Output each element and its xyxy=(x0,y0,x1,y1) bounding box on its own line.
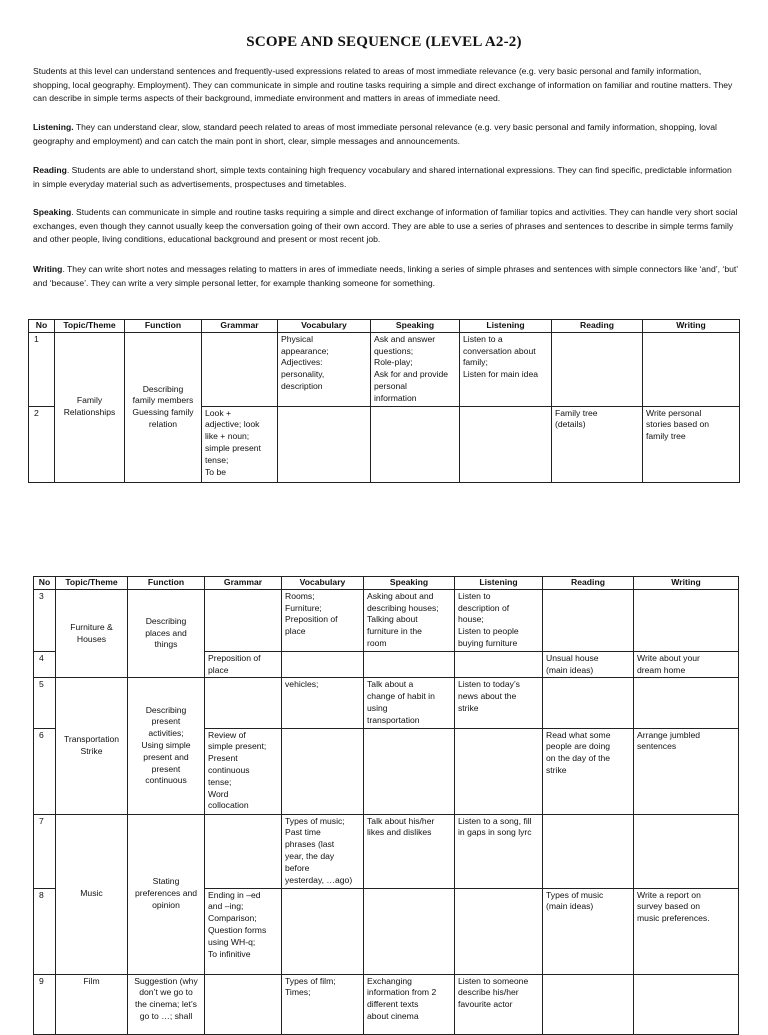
function-cell: Stating preferences and opinion xyxy=(128,814,205,974)
col-header-speaking: Speaking xyxy=(371,320,460,333)
scope-table-2 xyxy=(33,576,739,1035)
vocabulary-cell: Types of film; Times; xyxy=(282,974,364,1034)
writing-cell xyxy=(643,332,740,406)
listening-label: Listening. xyxy=(33,122,74,132)
writing-cell xyxy=(634,589,739,651)
vocabulary-cell: vehicles; xyxy=(282,678,364,728)
row-number: 8 xyxy=(34,888,56,974)
col-header-writing: Writing xyxy=(643,320,740,333)
col-header-speaking: Speaking xyxy=(364,577,455,590)
reading-cell: Types of music (main ideas) xyxy=(543,888,634,974)
listening-cell: Listen to someone describe his/her favourite actor xyxy=(455,974,543,1034)
grammar-cell xyxy=(205,589,282,651)
speaking-cell: Ask and answer questions; Role-play; Ask for and provide personal information xyxy=(371,332,460,406)
row-number: 4 xyxy=(34,651,56,678)
row-number: 3 xyxy=(34,589,56,651)
reading-cell xyxy=(543,974,634,1034)
listening-cell: Listen to description of house; Listen to people buying furniture xyxy=(455,589,543,651)
grammar-cell: Look + adjective; look like + noun; simple present tense; To be xyxy=(202,406,278,482)
reading-label: Reading xyxy=(33,165,67,175)
reading-cell xyxy=(543,678,634,728)
writing-paragraph xyxy=(33,263,738,290)
reading-cell xyxy=(552,332,643,406)
row-number: 6 xyxy=(34,728,56,814)
table-row xyxy=(34,589,739,651)
grammar-cell: Review of simple present; Present continuous tense; Word collocation xyxy=(205,728,282,814)
scope-table-1 xyxy=(28,319,740,483)
topic-cell: Music xyxy=(56,814,128,974)
grammar-cell xyxy=(202,332,278,406)
listening-cell: Listen to today’s news about the strike xyxy=(455,678,543,728)
topic-cell: Furniture & Houses xyxy=(56,589,128,678)
listening-text: They can understand clear, slow, standard peech related to areas of most immediate personal relevance (e.g. very basic personal and family information, shopping, loval geography and employment) and can catch the main pont in short, clear, simple messages and announcements. xyxy=(33,122,717,146)
col-header-writing: Writing xyxy=(634,577,739,590)
function-cell: Describing places and things xyxy=(128,589,205,678)
function-cell: Describing present activities; Using simple present and present continuous xyxy=(128,678,205,814)
table-row xyxy=(29,332,740,406)
function-cell: Describing family members Guessing family relation xyxy=(125,332,202,482)
col-header-listening: Listening xyxy=(460,320,552,333)
speaking-cell xyxy=(364,651,455,678)
speaking-cell: Asking about and describing houses; Talking about furniture in the room xyxy=(364,589,455,651)
listening-cell xyxy=(460,406,552,482)
topic-cell: Transportation Strike xyxy=(56,678,128,814)
table-row xyxy=(34,814,739,888)
row-number: 7 xyxy=(34,814,56,888)
vocabulary-cell: Physical appearance; Adjectives: personality, description xyxy=(278,332,371,406)
col-header-grammar: Grammar xyxy=(205,577,282,590)
col-header-reading: Reading xyxy=(552,320,643,333)
grammar-cell xyxy=(205,814,282,888)
col-header-function: Function xyxy=(128,577,205,590)
topic-cell: Film xyxy=(56,974,128,1034)
col-header-topic: Topic/Theme xyxy=(56,577,128,590)
col-header-no: No xyxy=(29,320,55,333)
grammar-cell: Ending in –ed and –ing; Comparison; Question forms using WH-q; To infinitive xyxy=(205,888,282,974)
writing-text: . They can write short notes and messages relating to matters in ares of immediate needs, linking a series of simple phrases and sentences with simple connectors like ‘and’, ‘but’ and ‘because’. They can write a very simple personal letter, for example thanking someone for something. xyxy=(33,264,738,288)
listening-cell: Listen to a conversation about family; Listen for main idea xyxy=(460,332,552,406)
header-row xyxy=(34,577,739,590)
speaking-label: Speaking xyxy=(33,207,72,217)
vocabulary-cell xyxy=(282,728,364,814)
writing-cell xyxy=(634,678,739,728)
col-header-reading: Reading xyxy=(543,577,634,590)
speaking-cell xyxy=(364,728,455,814)
speaking-cell xyxy=(364,888,455,974)
speaking-text: . Students can communicate in simple and routine tasks requiring a simple and direct exchange of information of familiar topics and activities. They can handle very short social exchanges, even though they cannot usually keep the conversation going of their own accord. They are able to use a series of phrases and sentences to describe in simple terms family and other people, living conditions, educational background and present or most recent job. xyxy=(33,207,738,245)
grammar-cell: Preposition of place xyxy=(205,651,282,678)
writing-cell xyxy=(634,974,739,1034)
document-title: SCOPE AND SEQUENCE (LEVEL A2-2) xyxy=(246,34,522,50)
col-header-topic: Topic/Theme xyxy=(55,320,125,333)
reading-cell xyxy=(543,814,634,888)
vocabulary-cell: Types of music; Past time phrases (last year, the day before yesterday, …ago) xyxy=(282,814,364,888)
vocabulary-cell: Rooms; Furniture; Preposition of place xyxy=(282,589,364,651)
writing-label: Writing xyxy=(33,264,63,274)
table-row xyxy=(34,974,739,1034)
vocabulary-cell xyxy=(278,406,371,482)
row-number: 5 xyxy=(34,678,56,728)
speaking-cell xyxy=(371,406,460,482)
writing-cell: Write a report on survey based on music preferences. xyxy=(634,888,739,974)
vocabulary-cell xyxy=(282,888,364,974)
col-header-no: No xyxy=(34,577,56,590)
writing-cell: Write about your dream home xyxy=(634,651,739,678)
col-header-listening: Listening xyxy=(455,577,543,590)
reading-cell: Unsual house (main ideas) xyxy=(543,651,634,678)
vocabulary-cell xyxy=(282,651,364,678)
writing-cell xyxy=(634,814,739,888)
grammar-cell xyxy=(205,974,282,1034)
row-number: 2 xyxy=(29,406,55,482)
function-cell: Suggestion (why don’t we go to the cinema; let’s go to …; shall xyxy=(128,974,205,1034)
intro-paragraph: Students at this level can understand sentences and frequently-used expressions related to areas of most immediate relevance (e.g. very basic personal and family information, shopping, local geography. Employment). They can communicate in simple and routine tasks requiring a simple and direct exchange of information on familiar and routine matters. They can describe in simple terms aspects of their background, immediate environment and matters in areas of immediate need. xyxy=(33,66,733,104)
speaking-paragraph xyxy=(33,206,738,247)
listening-paragraph xyxy=(33,121,738,148)
speaking-cell: Exchanging information from 2 different texts about cinema xyxy=(364,974,455,1034)
reading-cell xyxy=(543,589,634,651)
reading-text: . Students are able to understand short, simple texts containing high frequency vocabulary and shared international expressions. They can find specific, predictable information in simple everyday material such as advertisements, prospectuses and timetables. xyxy=(33,165,732,189)
grammar-cell xyxy=(205,678,282,728)
col-header-grammar: Grammar xyxy=(202,320,278,333)
reading-paragraph xyxy=(33,164,738,191)
reading-cell: Read what some people are doing on the day of the strike xyxy=(543,728,634,814)
row-number: 9 xyxy=(34,974,56,1034)
speaking-cell: Talk about a change of habit in using transportation xyxy=(364,678,455,728)
reading-cell: Family tree (details) xyxy=(552,406,643,482)
header-row xyxy=(29,320,740,333)
listening-cell: Listen to a song, fill in gaps in song lyrc xyxy=(455,814,543,888)
topic-cell: Family Relationships xyxy=(55,332,125,482)
listening-cell xyxy=(455,728,543,814)
row-number: 1 xyxy=(29,332,55,406)
col-header-vocabulary: Vocabulary xyxy=(282,577,364,590)
table-row xyxy=(34,678,739,728)
writing-cell: Write personal stories based on family tree xyxy=(643,406,740,482)
speaking-cell: Talk about his/her likes and dislikes xyxy=(364,814,455,888)
listening-cell xyxy=(455,651,543,678)
listening-cell xyxy=(455,888,543,974)
col-header-vocabulary: Vocabulary xyxy=(278,320,371,333)
writing-cell: Arrange jumbled sentences xyxy=(634,728,739,814)
col-header-function: Function xyxy=(125,320,202,333)
